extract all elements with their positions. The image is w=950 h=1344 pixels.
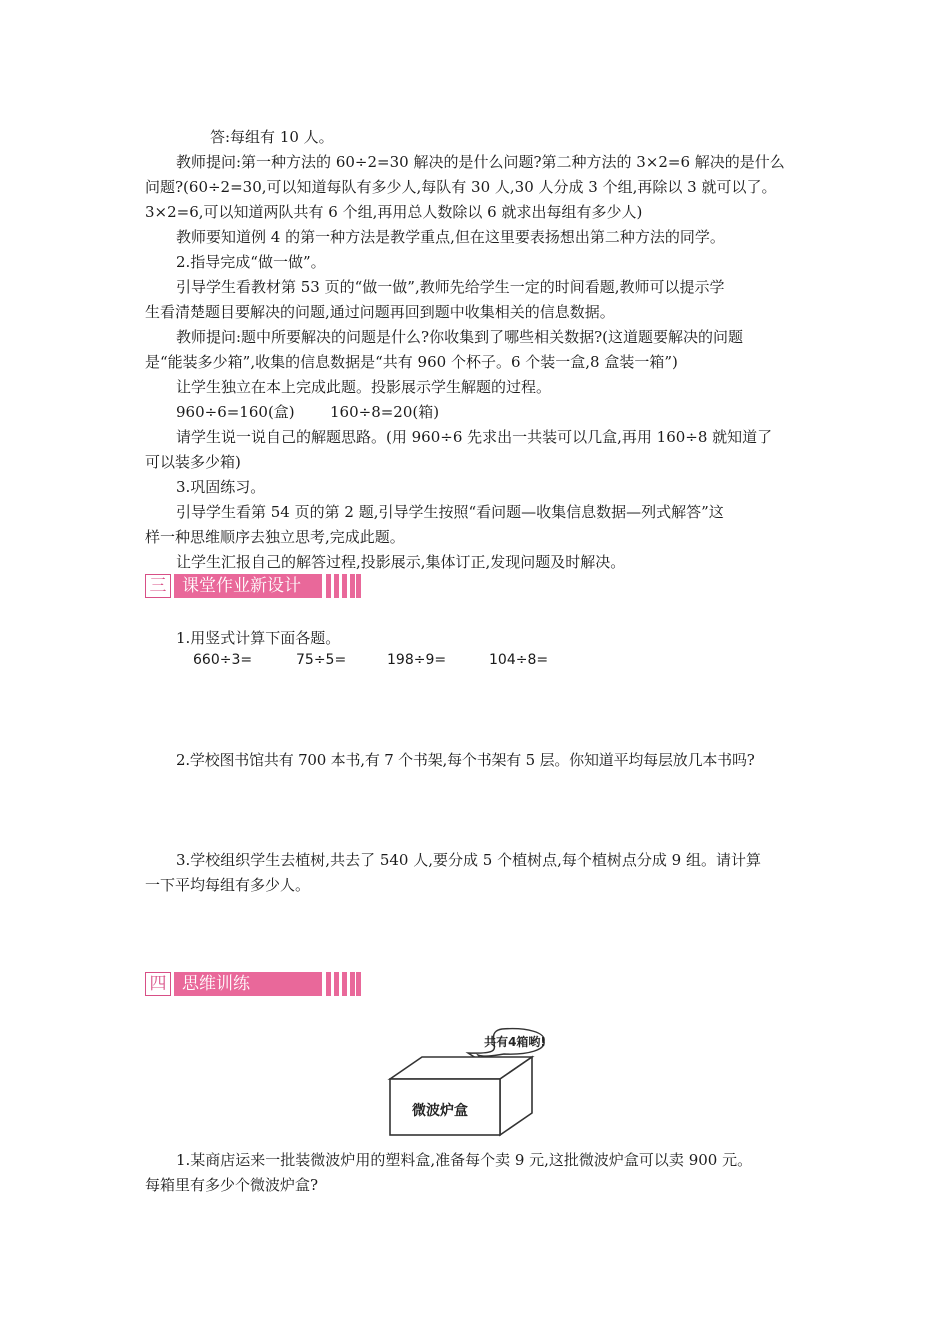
step-heading: 3.巩固练习。 — [176, 478, 266, 496]
decor-stripe — [356, 574, 361, 598]
exercise-question: 1.某商店运来一批装微波炉用的塑料盒,准备每个卖 9 元,这批微波炉盒可以卖 900 元。 — [176, 1151, 753, 1169]
bubble-text: 共有4箱哟! — [484, 1035, 546, 1049]
equation: 960÷6=160(盒) — [176, 403, 295, 421]
paragraph: 生看清楚题目要解决的问题,通过问题再回到题中收集相关的信息数据。 — [145, 303, 615, 321]
calc-item: 75÷5= — [296, 652, 347, 668]
paragraph: 问题?(60÷2=30,可以知道每队有多少人,每队有 30 人,30 人分成 3 个组,再除以 3 就可以了。 — [145, 178, 777, 196]
paragraph: 样一种思维顺序去独立思考,完成此题。 — [145, 528, 405, 546]
paragraph: 让学生汇报自己的解答过程,投影展示,集体订正,发现问题及时解决。 — [176, 553, 626, 571]
section-banner-3 — [145, 574, 361, 598]
section-title: 思维训练 — [174, 972, 322, 996]
paragraph: 3×2=6,可以知道两队共有 6 个组,再用总人数除以 6 就求出每组有多少人) — [145, 203, 643, 221]
microwave-box-illustration — [380, 1025, 550, 1145]
exercise-question: 1.用竖式计算下面各题。 — [176, 629, 341, 647]
exercise-question: 每箱里有多少个微波炉盒? — [145, 1176, 319, 1194]
decor-stripe — [342, 574, 347, 598]
decor-stripe — [334, 972, 339, 996]
decor-stripe — [350, 574, 355, 598]
paragraph: 请学生说一说自己的解题思路。(用 960÷6 先求出一共装可以几盒,再用 160÷8 就知道了 — [176, 428, 773, 446]
exercise-question: 2.学校图书馆共有 700 本书,有 7 个书架,每个书架有 5 层。你知道平均每层放几本书吗? — [176, 751, 755, 769]
box-label: 微波炉盒 — [412, 1103, 468, 1119]
paragraph: 引导学生看第 54 页的第 2 题,引导学生按照“看问题—收集信息数据—列式解答”这 — [176, 503, 724, 521]
calc-item: 198÷9= — [387, 652, 447, 668]
decor-stripe — [326, 972, 331, 996]
paragraph: 教师要知道例 4 的第一种方法是教学重点,但在这里要表扬想出第二种方法的同学。 — [176, 228, 725, 246]
decor-stripe — [342, 972, 347, 996]
decor-stripe — [334, 574, 339, 598]
section-title: 课堂作业新设计 — [174, 574, 322, 598]
answer-line: 答:每组有 10 人。 — [210, 128, 334, 146]
section-number: 三 — [145, 574, 171, 598]
exercise-question: 3.学校组织学生去植树,共去了 540 人,要分成 5 个植树点,每个植树点分成 9 组。请计算 — [176, 851, 761, 869]
paragraph: 教师提问:题中所要解决的问题是什么?你收集到了哪些相关数据?(这道题要解决的问题 — [176, 328, 743, 346]
paragraph: 教师提问:第一种方法的 60÷2=30 解决的是什么问题?第二种方法的 3×2=6 解决的是什么 — [176, 153, 785, 171]
decor-stripe — [326, 574, 331, 598]
equation: 160÷8=20(箱) — [330, 403, 440, 421]
exercise-question: 一下平均每组有多少人。 — [145, 876, 311, 894]
calc-item: 104÷8= — [489, 652, 549, 668]
paragraph: 是“能装多少箱”,收集的信息数据是“共有 960 个杯子。6 个装一盒,8 盒装一箱”) — [145, 353, 678, 371]
section-number: 四 — [145, 972, 171, 996]
paragraph: 让学生独立在本上完成此题。投影展示学生解题的过程。 — [176, 378, 552, 396]
paragraph: 可以装多少箱) — [145, 453, 241, 471]
paragraph: 引导学生看教材第 53 页的“做一做”,教师先给学生一定的时间看题,教师可以提示学 — [176, 278, 725, 296]
decor-stripe — [356, 972, 361, 996]
step-heading: 2.指导完成“做一做”。 — [176, 253, 326, 271]
calc-item: 660÷3= — [193, 652, 253, 668]
decor-stripe — [350, 972, 355, 996]
section-banner-4 — [145, 972, 361, 996]
